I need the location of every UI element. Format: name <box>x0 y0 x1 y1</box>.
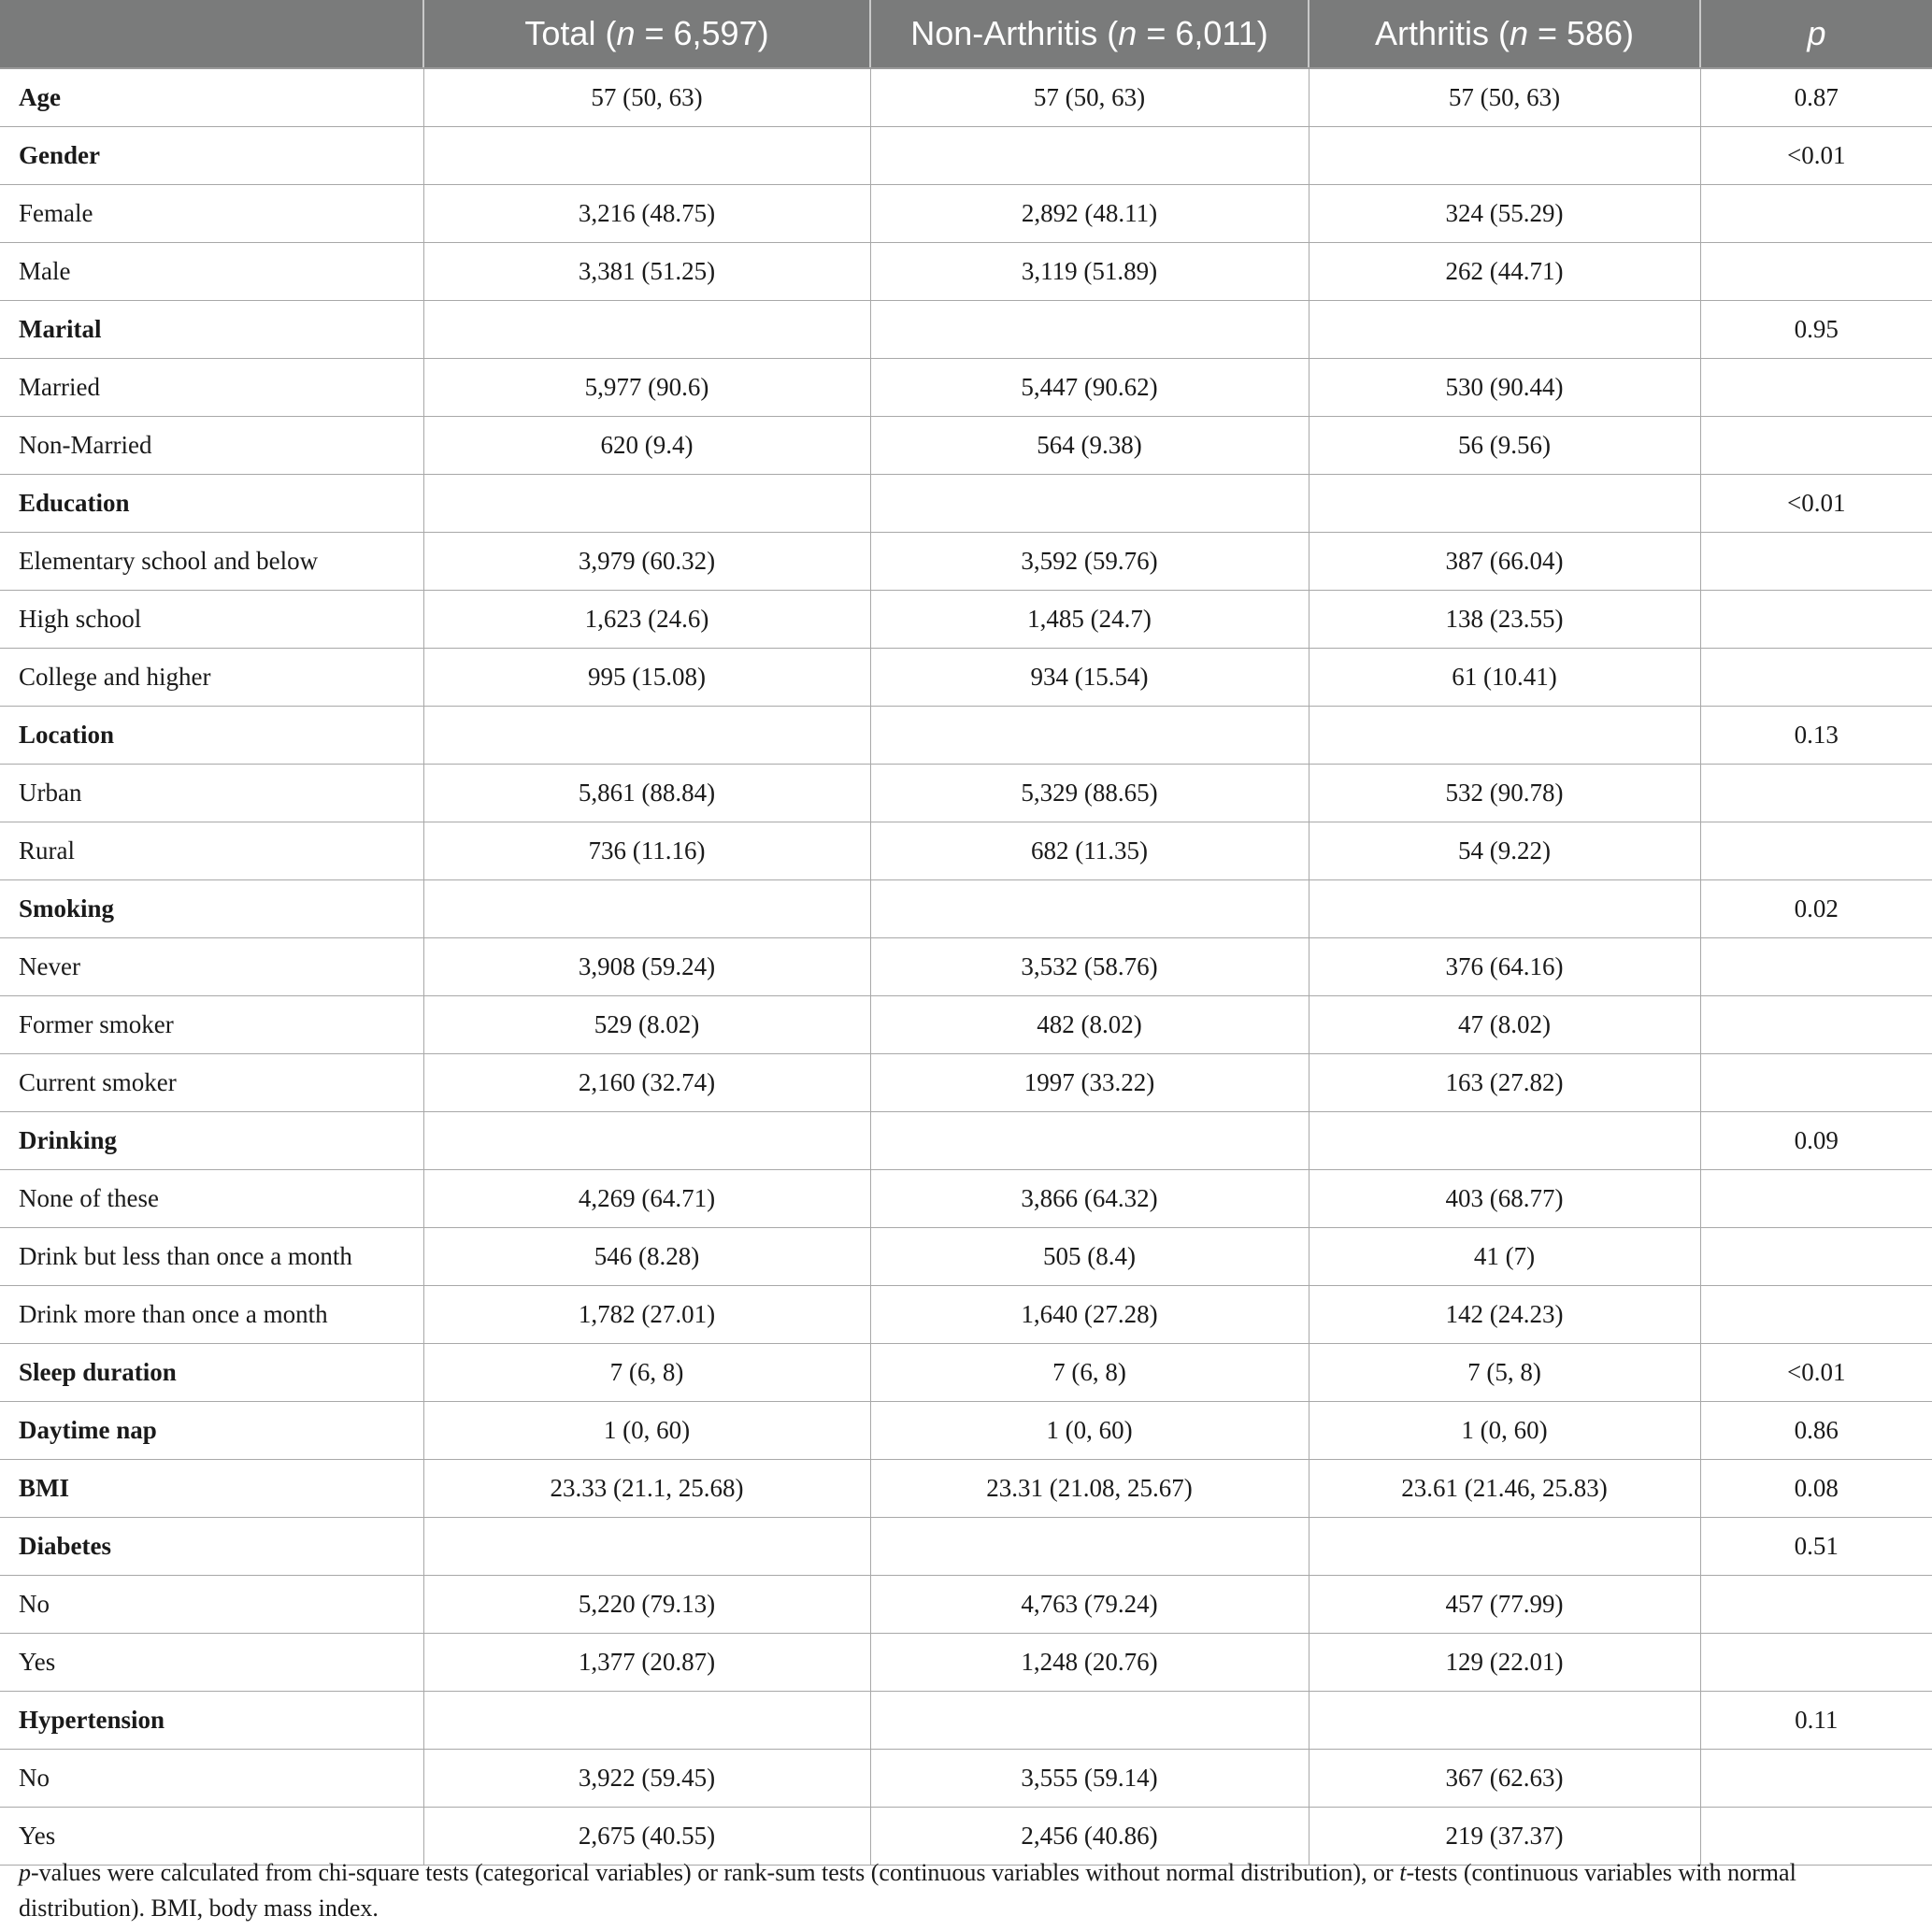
cell-arthritis <box>1309 127 1700 185</box>
cell-non-arthritis: 2,456 (40.86) <box>870 1808 1309 1866</box>
cell-p-value <box>1700 533 1932 591</box>
row-label: Yes <box>0 1808 423 1866</box>
table-body <box>0 68 1932 1866</box>
row-label: Non-Married <box>0 417 423 475</box>
footnote-text-part2: -tests (continuous variables with normal distribution). BMI, body mass index. <box>19 1859 1796 1922</box>
cell-non-arthritis: 5,447 (90.62) <box>870 359 1309 417</box>
cell-total: 2,675 (40.55) <box>423 1808 870 1866</box>
cell-total: 3,922 (59.45) <box>423 1750 870 1808</box>
cell-total: 3,216 (48.75) <box>423 185 870 243</box>
header-non-arthritis-post: = 6,011) <box>1137 14 1268 52</box>
table-section-row <box>0 1518 1932 1576</box>
row-label: Married <box>0 359 423 417</box>
row-label: Current smoker <box>0 1054 423 1112</box>
table-section-row <box>0 475 1932 533</box>
cell-arthritis: 403 (68.77) <box>1309 1170 1700 1228</box>
table-row <box>0 996 1932 1054</box>
cell-arthritis <box>1309 301 1700 359</box>
cell-total: 5,220 (79.13) <box>423 1576 870 1634</box>
table-row <box>0 185 1932 243</box>
cell-total <box>423 475 870 533</box>
cell-p-value: 0.11 <box>1700 1692 1932 1750</box>
cell-non-arthritis: 3,119 (51.89) <box>870 243 1309 301</box>
cell-total: 3,908 (59.24) <box>423 938 870 996</box>
cell-total: 7 (6, 8) <box>423 1344 870 1402</box>
table-row <box>0 649 1932 707</box>
cell-non-arthritis: 23.31 (21.08, 25.67) <box>870 1460 1309 1518</box>
row-label: Drinking <box>0 1112 423 1170</box>
cell-total: 5,977 (90.6) <box>423 359 870 417</box>
cell-total: 3,979 (60.32) <box>423 533 870 591</box>
row-label: Elementary school and below <box>0 533 423 591</box>
cell-p-value <box>1700 1170 1932 1228</box>
cell-total: 5,861 (88.84) <box>423 765 870 822</box>
cell-p-value <box>1700 1634 1932 1692</box>
cell-p-value: 0.02 <box>1700 880 1932 938</box>
cell-non-arthritis <box>870 1112 1309 1170</box>
cell-non-arthritis: 3,555 (59.14) <box>870 1750 1309 1808</box>
row-label: Male <box>0 243 423 301</box>
cell-total <box>423 301 870 359</box>
cell-non-arthritis: 1997 (33.22) <box>870 1054 1309 1112</box>
cell-total: 4,269 (64.71) <box>423 1170 870 1228</box>
header-p-value <box>1700 0 1932 68</box>
cell-total <box>423 1518 870 1576</box>
cell-total: 3,381 (51.25) <box>423 243 870 301</box>
cell-arthritis: 1 (0, 60) <box>1309 1402 1700 1460</box>
cell-total <box>423 707 870 765</box>
cell-total: 1,782 (27.01) <box>423 1286 870 1344</box>
table-section-row <box>0 127 1932 185</box>
cell-arthritis: 23.61 (21.46, 25.83) <box>1309 1460 1700 1518</box>
table-row <box>0 1286 1932 1344</box>
cell-non-arthritis: 3,866 (64.32) <box>870 1170 1309 1228</box>
row-label: Yes <box>0 1634 423 1692</box>
cell-non-arthritis: 564 (9.38) <box>870 417 1309 475</box>
cell-total: 2,160 (32.74) <box>423 1054 870 1112</box>
table-row <box>0 243 1932 301</box>
cell-non-arthritis <box>870 1518 1309 1576</box>
cell-arthritis: 324 (55.29) <box>1309 185 1700 243</box>
cell-arthritis: 7 (5, 8) <box>1309 1344 1700 1402</box>
cell-arthritis: 532 (90.78) <box>1309 765 1700 822</box>
cell-p-value: 0.87 <box>1700 68 1932 127</box>
row-label: Smoking <box>0 880 423 938</box>
header-arthritis <box>1309 0 1700 68</box>
row-label: Former smoker <box>0 996 423 1054</box>
table-section-row <box>0 68 1932 127</box>
cell-non-arthritis <box>870 127 1309 185</box>
cell-p-value <box>1700 185 1932 243</box>
cell-total <box>423 127 870 185</box>
table-row <box>0 1634 1932 1692</box>
cell-total: 1 (0, 60) <box>423 1402 870 1460</box>
footnote-p-symbol: p <box>19 1859 31 1886</box>
header-variable <box>0 0 423 68</box>
table-row <box>0 591 1932 649</box>
cell-non-arthritis: 482 (8.02) <box>870 996 1309 1054</box>
row-label: High school <box>0 591 423 649</box>
cell-total: 620 (9.4) <box>423 417 870 475</box>
cell-total <box>423 1692 870 1750</box>
cell-non-arthritis: 5,329 (88.65) <box>870 765 1309 822</box>
cell-arthritis: 219 (37.37) <box>1309 1808 1700 1866</box>
cell-p-value <box>1700 591 1932 649</box>
cell-arthritis: 138 (23.55) <box>1309 591 1700 649</box>
cell-non-arthritis: 4,763 (79.24) <box>870 1576 1309 1634</box>
cell-p-value <box>1700 243 1932 301</box>
cell-total <box>423 880 870 938</box>
row-label: Rural <box>0 822 423 880</box>
cell-arthritis: 61 (10.41) <box>1309 649 1700 707</box>
cell-p-value: <0.01 <box>1700 475 1932 533</box>
cell-p-value: 0.08 <box>1700 1460 1932 1518</box>
row-label: College and higher <box>0 649 423 707</box>
cell-arthritis: 56 (9.56) <box>1309 417 1700 475</box>
row-label: Urban <box>0 765 423 822</box>
table-header-row <box>0 0 1932 68</box>
table-row <box>0 1170 1932 1228</box>
header-total-pre: Total ( <box>524 14 617 52</box>
table-section-row <box>0 1692 1932 1750</box>
row-label: Never <box>0 938 423 996</box>
cell-non-arthritis: 3,592 (59.76) <box>870 533 1309 591</box>
cell-p-value <box>1700 1228 1932 1286</box>
cell-arthritis <box>1309 1692 1700 1750</box>
cell-arthritis <box>1309 707 1700 765</box>
cell-p-value: 0.09 <box>1700 1112 1932 1170</box>
cell-arthritis: 142 (24.23) <box>1309 1286 1700 1344</box>
cell-p-value: 0.13 <box>1700 707 1932 765</box>
table-row <box>0 822 1932 880</box>
header-non-arthritis <box>870 0 1309 68</box>
cell-total: 57 (50, 63) <box>423 68 870 127</box>
cell-arthritis: 47 (8.02) <box>1309 996 1700 1054</box>
cell-arthritis: 163 (27.82) <box>1309 1054 1700 1112</box>
cell-p-value: <0.01 <box>1700 127 1932 185</box>
table-section-row <box>0 1402 1932 1460</box>
cell-p-value <box>1700 822 1932 880</box>
cell-non-arthritis: 7 (6, 8) <box>870 1344 1309 1402</box>
table-row <box>0 1750 1932 1808</box>
row-label: No <box>0 1576 423 1634</box>
header-arthritis-it: n <box>1509 14 1528 52</box>
table-section-row <box>0 1344 1932 1402</box>
table-section-row <box>0 1112 1932 1170</box>
cell-arthritis: 54 (9.22) <box>1309 822 1700 880</box>
cell-arthritis: 129 (22.01) <box>1309 1634 1700 1692</box>
table-row <box>0 938 1932 996</box>
header-total-it: n <box>616 14 636 52</box>
cell-p-value <box>1700 359 1932 417</box>
table-row <box>0 533 1932 591</box>
cell-total: 1,377 (20.87) <box>423 1634 870 1692</box>
cell-arthritis <box>1309 880 1700 938</box>
cell-total <box>423 1112 870 1170</box>
row-label: Drink but less than once a month <box>0 1228 423 1286</box>
cell-arthritis <box>1309 475 1700 533</box>
table-row <box>0 765 1932 822</box>
cell-arthritis: 367 (62.63) <box>1309 1750 1700 1808</box>
cell-p-value <box>1700 765 1932 822</box>
cell-arthritis <box>1309 1112 1700 1170</box>
cell-non-arthritis: 2,892 (48.11) <box>870 185 1309 243</box>
cell-total: 529 (8.02) <box>423 996 870 1054</box>
table-section-row <box>0 1460 1932 1518</box>
cell-total: 23.33 (21.1, 25.68) <box>423 1460 870 1518</box>
cell-arthritis <box>1309 1518 1700 1576</box>
cell-non-arthritis: 934 (15.54) <box>870 649 1309 707</box>
row-label: Hypertension <box>0 1692 423 1750</box>
row-label: Marital <box>0 301 423 359</box>
cell-non-arthritis: 505 (8.4) <box>870 1228 1309 1286</box>
cell-p-value <box>1700 1054 1932 1112</box>
cell-p-value <box>1700 996 1932 1054</box>
cell-non-arthritis <box>870 880 1309 938</box>
header-total-post: = 6,597) <box>635 14 769 52</box>
cell-p-value: 0.95 <box>1700 301 1932 359</box>
table-row <box>0 1228 1932 1286</box>
row-label: Sleep duration <box>0 1344 423 1402</box>
cell-total: 736 (11.16) <box>423 822 870 880</box>
cell-arthritis: 387 (66.04) <box>1309 533 1700 591</box>
cell-arthritis: 41 (7) <box>1309 1228 1700 1286</box>
row-label: Female <box>0 185 423 243</box>
cell-non-arthritis <box>870 707 1309 765</box>
cell-non-arthritis: 1,485 (24.7) <box>870 591 1309 649</box>
cell-p-value <box>1700 649 1932 707</box>
table-row <box>0 417 1932 475</box>
table-section-row <box>0 880 1932 938</box>
cell-arthritis: 376 (64.16) <box>1309 938 1700 996</box>
table-footnote <box>19 1855 1907 1926</box>
cell-non-arthritis <box>870 475 1309 533</box>
cell-non-arthritis <box>870 301 1309 359</box>
row-label: No <box>0 1750 423 1808</box>
cell-arthritis: 530 (90.44) <box>1309 359 1700 417</box>
cell-non-arthritis: 1 (0, 60) <box>870 1402 1309 1460</box>
header-arthritis-post: = 586) <box>1527 14 1635 52</box>
cell-non-arthritis <box>870 1692 1309 1750</box>
header-p-value-it: p <box>1807 14 1826 52</box>
table-row <box>0 1576 1932 1634</box>
cell-non-arthritis: 1,640 (27.28) <box>870 1286 1309 1344</box>
cell-arthritis: 57 (50, 63) <box>1309 68 1700 127</box>
header-arthritis-pre: Arthritis ( <box>1374 14 1510 52</box>
cell-p-value <box>1700 938 1932 996</box>
table-row <box>0 359 1932 417</box>
row-label: Daytime nap <box>0 1402 423 1460</box>
row-label: Drink more than once a month <box>0 1286 423 1344</box>
row-label: Gender <box>0 127 423 185</box>
footnote-text-part1: -values were calculated from chi-square tests (categorical variables) or rank-sum tests (continuous variables without normal distribution), or <box>31 1859 1400 1886</box>
cell-arthritis: 457 (77.99) <box>1309 1576 1700 1634</box>
table-section-row <box>0 707 1932 765</box>
row-label: BMI <box>0 1460 423 1518</box>
table-row <box>0 1054 1932 1112</box>
cell-p-value: 0.51 <box>1700 1518 1932 1576</box>
row-label: Education <box>0 475 423 533</box>
cell-non-arthritis: 57 (50, 63) <box>870 68 1309 127</box>
cell-p-value: <0.01 <box>1700 1344 1932 1402</box>
cell-p-value: 0.86 <box>1700 1402 1932 1460</box>
header-total <box>423 0 870 68</box>
cell-arthritis: 262 (44.71) <box>1309 243 1700 301</box>
cell-p-value <box>1700 1576 1932 1634</box>
header-non-arthritis-pre: Non-Arthritis ( <box>910 14 1119 52</box>
cell-total: 546 (8.28) <box>423 1228 870 1286</box>
row-label: Location <box>0 707 423 765</box>
row-label: Age <box>0 68 423 127</box>
header-non-arthritis-it: n <box>1118 14 1138 52</box>
cell-p-value <box>1700 1286 1932 1344</box>
cell-p-value <box>1700 417 1932 475</box>
cell-p-value <box>1700 1750 1932 1808</box>
cell-non-arthritis: 3,532 (58.76) <box>870 938 1309 996</box>
row-label: None of these <box>0 1170 423 1228</box>
row-label: Diabetes <box>0 1518 423 1576</box>
cell-total: 995 (15.08) <box>423 649 870 707</box>
cell-non-arthritis: 682 (11.35) <box>870 822 1309 880</box>
footnote-t-symbol: t <box>1399 1859 1407 1886</box>
table-section-row <box>0 301 1932 359</box>
cell-non-arthritis: 1,248 (20.76) <box>870 1634 1309 1692</box>
cell-total: 1,623 (24.6) <box>423 591 870 649</box>
